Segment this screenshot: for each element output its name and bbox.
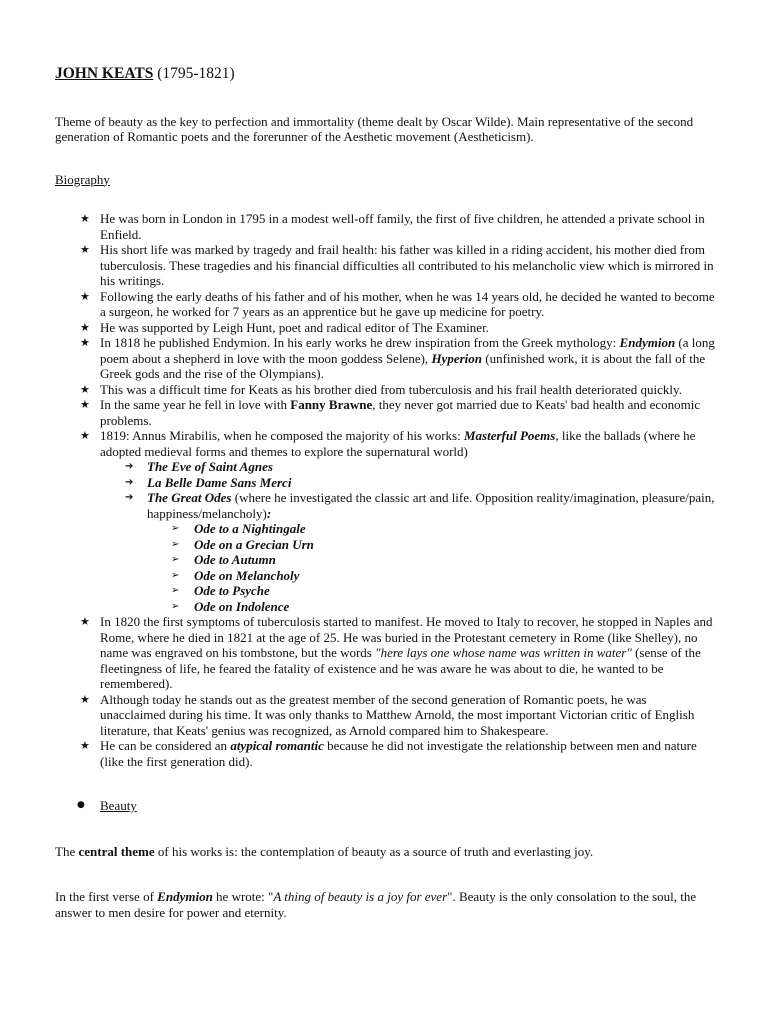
ode-item: ➢ Ode on Melancholy xyxy=(147,568,715,584)
beauty-paragraph xyxy=(55,844,715,860)
text: he wrote: " xyxy=(212,889,274,904)
work-title: Endymion xyxy=(619,335,676,350)
person-name: Fanny Brawne xyxy=(290,397,373,412)
text: (a long poem about a shepherd in love with the moon goddess Selene), xyxy=(100,335,715,366)
odes-list xyxy=(147,521,715,614)
beauty-heading: Beauty xyxy=(100,798,137,813)
bio-item xyxy=(55,335,715,382)
text: (sense of the fleetingness of life, he feared the fatality of existence and he was aware he was about to die, he wanted to be remembered). xyxy=(100,645,701,691)
text: ". Beauty is the only consolation to the soul, the answer to men desire for power and eternity. xyxy=(55,889,697,920)
text: He can be considered an xyxy=(100,738,231,753)
key-term: central theme xyxy=(78,843,155,859)
bio-item xyxy=(55,738,715,769)
intro-paragraph: Theme of beauty as the key to perfection and immortality (theme dealt by Oscar Wilde). Main representative of the second generation of Romantic poets and the forerunner of the Aesthetic movement (Aestheticism). xyxy=(55,113,694,144)
text: The xyxy=(55,843,79,859)
author-name: JOHN KEATS xyxy=(55,65,154,82)
beauty-heading-item xyxy=(55,798,715,814)
epitaph-quote: "here lays one whose name was written in water" xyxy=(375,645,632,660)
text: In the same year he fell in love with xyxy=(100,397,291,412)
text: In 1820 the first symptoms of tuberculosis started to manifest. He moved to Italy to recover, he stopped in Naples and Rome, where he died in 1821 at the age of 25. He was buried in the Protestant cemetery in Rome (like Shelley), no name was engraved on his tombstone, but the words xyxy=(100,614,713,660)
text: : xyxy=(266,505,272,521)
author-years: (1795-1821) xyxy=(157,65,235,82)
document-page xyxy=(55,66,715,920)
document-title xyxy=(55,66,715,82)
bio-item: ★ He was supported by Leigh Hunt, poet and radical editor of The Examiner. xyxy=(55,320,715,336)
text: (where he investigated the classic art and life. Opposition reality/imagination, pleasure/pain, happiness/melancholy) xyxy=(147,490,715,521)
ode-item: ➢ Ode to Psyche xyxy=(147,583,715,599)
bio-item: ★ His short life was marked by tragedy and frail health: his father was killed in a riding accident, his mother died from tuberculosis. These tragedies and his financial difficulties all contributed to his melancholic view which is mirrored in his writings. xyxy=(55,242,715,289)
ode-item: ➢ Ode on Indolence xyxy=(147,599,715,615)
text: because he did not investigate the relationship between men and nature (like the first generation did). xyxy=(100,738,697,769)
text: of his works is: the contemplation of beauty as a source of truth and everlasting joy. xyxy=(154,843,594,859)
work-title: Masterful Poems xyxy=(463,428,556,443)
text: 1819: Annus Mirabilis, when he composed the majority of his works: xyxy=(100,428,464,443)
work-title: Hyperion xyxy=(431,350,482,366)
work-item xyxy=(100,490,715,614)
bio-item: ★ Although today he stands out as the greatest member of the second generation of Romantic poets, he was unacclaimed during his time. It was only thanks to Matthew Arnold, the most important Victorian critic of English literature, that Keats' genius was recognized, as Arnold compared him to Shakespeare. xyxy=(55,692,715,739)
biography-heading: Biography xyxy=(55,171,110,187)
key-term: atypical romantic xyxy=(230,738,324,753)
text: In the first verse of xyxy=(55,889,158,904)
ode-item: ➢ Ode to Autumn xyxy=(147,552,715,568)
ode-item: ➢ Ode to a Nightingale xyxy=(147,521,715,537)
bio-item: ★ This was a difficult time for Keats as his brother died from tuberculosis and his frail health deteriorated quickly. xyxy=(55,382,715,398)
text: In 1818 he published Endymion. In his early works he drew inspiration from the Greek mythology: xyxy=(100,335,620,350)
bio-item: ★ He was born in London in 1795 in a modest well-off family, the first of five children, he attended a private school in Enfield. xyxy=(55,211,715,242)
work-item: ➔ The Eve of Saint Agnes xyxy=(100,459,715,475)
bio-item: ★ Following the early deaths of his father and of his mother, when he was 14 years old, he decided he wanted to become a surgeon, he worked for 7 years as an apprentice but he gave up medicine for poetry. xyxy=(55,289,715,320)
quote: A thing of beauty is a joy for ever xyxy=(273,889,448,904)
text: , they never got married due to Keats' bad health and economic problems. xyxy=(100,397,701,428)
ode-item: ➢ Ode on a Grecian Urn xyxy=(147,537,715,553)
biography-list xyxy=(55,211,715,769)
bio-item xyxy=(55,614,715,692)
bio-item xyxy=(55,397,715,428)
text: (unfinished work, it is about the fall of the Greek gods and the rise of the Olympians). xyxy=(100,350,706,381)
work-title: The Great Odes xyxy=(147,490,232,505)
works-list xyxy=(100,459,715,614)
endymion-paragraph xyxy=(55,889,715,920)
work-item: ➔ La Belle Dame Sans Merci xyxy=(100,475,715,491)
bio-item xyxy=(55,428,715,614)
work-title: Endymion xyxy=(157,889,213,904)
text: , like the ballads (where he adopted medieval forms and themes to explore the supernatural world) xyxy=(100,428,696,459)
